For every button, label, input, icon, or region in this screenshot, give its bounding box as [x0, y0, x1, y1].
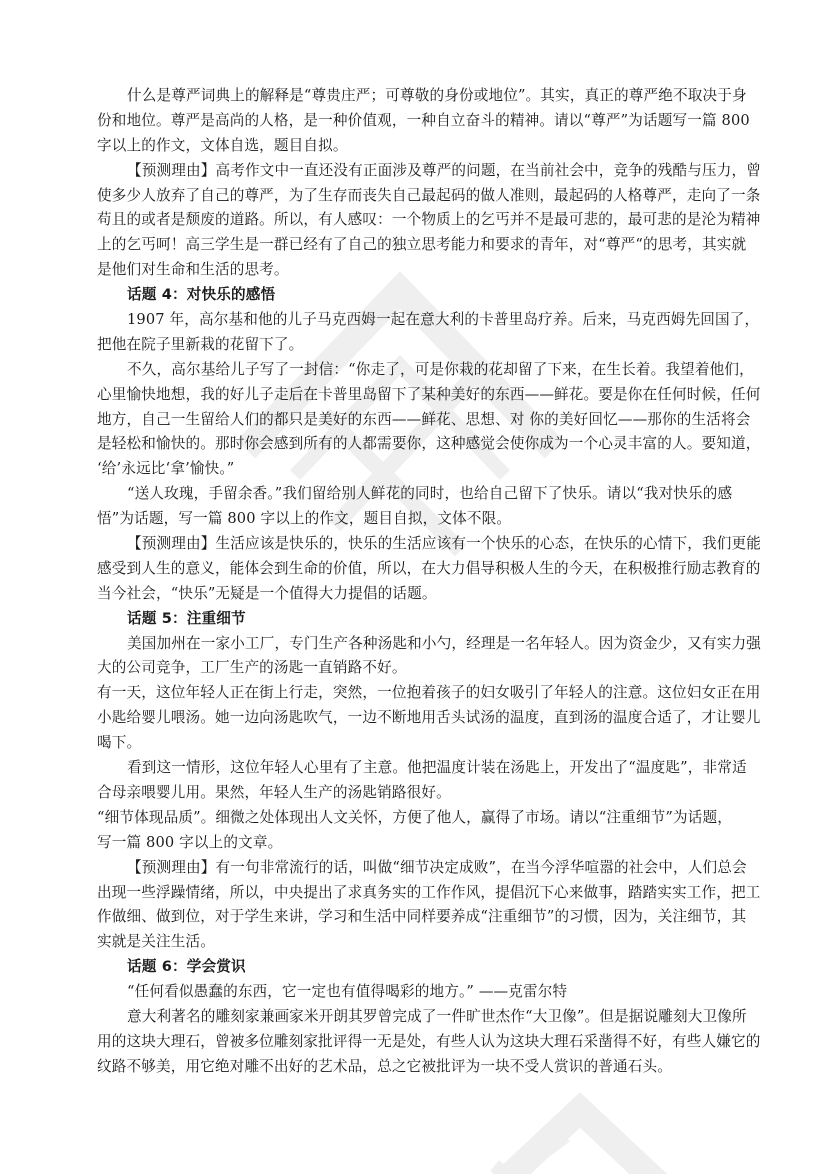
- paragraph-line: 1907 年，高尔基和他的儿子马克西姆一起在意大利的卡普里岛疗养。后来，马克西姆先回国了，: [127, 311, 760, 329]
- paragraph: [97, 532, 761, 607]
- section-heading: 话题 4：对快乐的感悟: [127, 286, 276, 304]
- paragraph: [97, 84, 757, 159]
- paragraph-line: 纹路不够美，用它绝对雕不出好的艺术品，总之它被批评为一块不受人赏识的普通石头。: [97, 1057, 673, 1075]
- paragraph-line: 小匙给婴儿喂汤。她一边向汤匙吹气，一边不断地用舌头试汤的温度，直到汤的温度合适了，才让婴儿: [97, 709, 761, 727]
- paragraph-line: 感受到人生的意义，能体会到生命的价值，所以，在大力倡导积极人生的今天，在积极推行励志教育的: [97, 559, 761, 577]
- paragraph-line: “送人玫瑰，手留余香。”我们留给别人鲜花的同时，也给自己留下了快乐。请以“我对快乐的感: [127, 485, 733, 503]
- paragraph-line: 写一篇 800 字以上的文章。: [97, 833, 283, 851]
- paragraph-line: 是轻松和愉快的。那时你会感到所有的人都需要你，这种感觉会使你成为一个心灵丰富的人。要知道，: [97, 435, 761, 453]
- paragraph-line: 看到这一情形，这位年轻人心里有了主意。他把温度计装在汤匙上，开发出了“温度匙”，非常适: [127, 759, 747, 777]
- paragraph-line: 合母亲喂婴儿用。果然，年轻人生产的汤匙销路很好。: [97, 783, 451, 801]
- paragraph-line: 苟且的或者是颓废的道路。所以，有人感叹：一个物质上的乞丐并不是最可悲的，最可悲的是沦为精神: [97, 211, 761, 229]
- paragraph-line: 【预测理由】有一句非常流行的话，叫做“细节决定成败”，在当今浮华喧嚣的社会中，人们总会: [127, 858, 747, 876]
- document-body: [97, 84, 761, 1080]
- paragraph: [97, 482, 757, 532]
- paragraph-line: 作做细、做到位，对于学生来讲，学习和生活中同样要养成“注重细节”的习惯，因为，关注细节，其: [97, 908, 747, 926]
- paragraph: [97, 308, 760, 358]
- paragraph: [97, 856, 761, 956]
- paragraph-line: 意大利著名的雕刻家兼画家米开朗其罗曾完成了一件旷世杰作“大卫像”。但是据说雕刻大卫像所: [127, 1007, 747, 1025]
- paragraph: [97, 756, 757, 806]
- paragraph-line: 有一天，这位年轻人正在街上行走，突然，一位抱着孩子的妇女吸引了年轻人的注意。这位妇女正在用: [97, 684, 761, 702]
- paragraph-line: 出现一些浮躁情绪，所以，中央提出了求真务实的工作作风，提倡沉下心来做事，踏踏实实工作，把工: [97, 883, 761, 901]
- paragraph: [97, 980, 757, 1005]
- paragraph-line: 字以上的作文，文体自选，题目自拟。: [97, 136, 348, 154]
- paragraph: [97, 358, 761, 482]
- paragraph-line: 地方，自己一生留给人们的都只是美好的东西——鲜花、思想、对 你的美好回忆——那你的生活将会: [97, 410, 751, 428]
- paragraph-line: ‘给’永远比‘拿’愉快。”: [97, 460, 235, 478]
- paragraph: [97, 159, 761, 283]
- paragraph-line: 使多少人放弃了自己的尊严，为了生存而丧失自己最起码的做人准则，最起码的人格尊严，走向了一条: [97, 186, 761, 204]
- paragraph: [97, 681, 761, 756]
- paragraph-line: 心里愉快地想，我的好儿子走后在卡普里岛留下了某种美好的东西——鲜花。要是你在任何时候，任何: [97, 385, 761, 403]
- paragraph-line: 份和地位。尊严是高尚的人格，是一种价值观，一种自立奋斗的精神。请以“尊严”为话题写一篇 800: [97, 111, 750, 129]
- paragraph-line: 实就是关注生活。: [97, 933, 215, 951]
- paragraph-line: 美国加州在一家小工厂，专门生产各种汤匙和小勺，经理是一名年轻人。因为资金少，又有实力强: [127, 634, 761, 652]
- paragraph-line: 【预测理由】高考作文中一直还没有正面涉及尊严的问题，在当前社会中，竞争的残酷与压力，曾: [127, 161, 761, 179]
- paragraph: [97, 1005, 761, 1080]
- paragraph-line: 大的公司竞争，工厂生产的汤匙一直销路不好。: [97, 659, 407, 677]
- paragraph-line: 用的这块大理石，曾被多位雕刻家批评得一无是处，有些人认为这块大理石采凿得不好，有些人嫌它的: [97, 1032, 761, 1050]
- paragraph: [97, 806, 757, 856]
- paragraph-line: 悟”为话题，写一篇 800 字以上的作文，题目自拟，文体不限。: [97, 510, 512, 528]
- section-heading: 话题 5：注重细节: [127, 609, 246, 627]
- section-heading: 话题 6：学会赏识: [127, 958, 246, 976]
- paragraph-line: 什么是尊严词典上的解释是“尊贵庄严；可尊敬的身份或地位”。其实，真正的尊严绝不取决于身: [127, 87, 747, 104]
- paragraph-line: 当今社会，“快乐”无疑是一个值得大力提倡的话题。: [97, 584, 437, 602]
- paragraph-line: 不久，高尔基给儿子写了一封信：“你走了，可是你栽的花却留了下来，在生长着。我望着他们，: [127, 360, 754, 378]
- paragraph: [97, 632, 761, 682]
- paragraph-line: “细节体现品质”。细微之处体现出人文关怀，方便了他人，赢得了市场。请以“注重细节”为话题，: [97, 808, 732, 826]
- paragraph-line: 【预测理由】生活应该是快乐的，快乐的生活应该有一个快乐的心态，在快乐的心情下，我们更能: [127, 535, 761, 553]
- paragraph-line: 把他在院子里新栽的花留下了。: [97, 335, 304, 353]
- paragraph-line: 喝下。: [97, 734, 142, 752]
- paragraph-line: 上的乞丐呵！高三学生是一群已经有了自己的独立思考能力和要求的青年，对“尊严“的思考，其实就: [97, 236, 747, 254]
- paragraph-line: “任何看似愚蠢的东西，它一定也有值得喝彩的地方。” ——克雷尔特: [127, 983, 568, 1001]
- paragraph-line: 是他们对生命和生活的思考。: [97, 261, 289, 279]
